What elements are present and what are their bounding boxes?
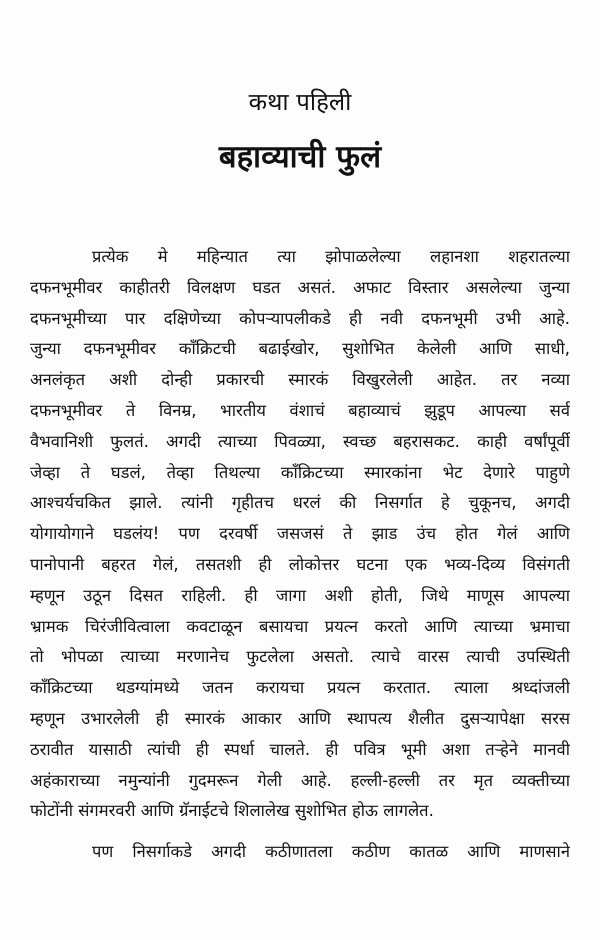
text-line: दफनभूमीच्या पार दक्षिणेच्या कोपऱ्यापलीकडे ही नवी दफनभूमी उभी आहे. <box>30 308 570 328</box>
text-line: जुन्या दफनभूमीवर काँक्रिटची बढाईखोर, सुशोभित केलेली आणि साधी, <box>30 339 570 359</box>
text-line: फोटोंनी संगमरवरी आणि ग्रॅनाईटचे शिलालेख सुशोभित होऊ लागलेत. <box>30 801 434 821</box>
text-line: काँक्रिटच्या थडग्यांमध्ये जतन करायचा प्रयत्न करतात. त्याला श्रध्दांजली <box>30 678 570 698</box>
text-line: प्रत्येक मे महिन्यात त्या झोपाळलेल्या लहानशा शहरातल्या <box>92 247 570 266</box>
paragraph-1 <box>30 242 570 827</box>
text-line: भ्रामक चिरंजीवित्वाला कवटाळून बसायचा प्रयत्न करतो आणि त्याच्या भ्रमाचा <box>30 616 570 636</box>
body-text <box>30 242 570 868</box>
chapter-title: बहाव्याची फुलं <box>218 139 382 175</box>
text-line: जेव्हा ते घडलं, तेव्हा तिथल्या काँक्रिटच्या स्मारकांना भेट देणारे पाहुणे <box>30 462 570 482</box>
text-line: पानोपानी बहरत गेलं, तसतशी ही लोकोत्तर घटना एक भव्य-दिव्य विसंगती <box>30 554 570 574</box>
text-line: ठरावीत यासाठी त्यांची ही स्पर्धा चालते. ही पवित्र भूमी अशा तऱ्हेने मानवी <box>30 739 570 759</box>
text-line: अहंकाराच्या नमुन्यांनी गुदमरून गेली आहे. हल्ली-हल्ली तर मृत व्यक्तीच्या <box>30 770 570 790</box>
text-line: अनलंकृत अशी दोन्ही प्रकारची स्मारकं विखुरलेली आहेत. तर नव्या <box>30 370 570 390</box>
text-line: तो भोपळा त्याच्या मरणानेच फुटलेला असतो. त्याचे वारस त्याची उपस्थिती <box>30 647 570 667</box>
text-line: पण निसर्गाकडे अगदी कठीणातला कठीण कातळ आणि माणसाने <box>92 842 570 862</box>
text-line: म्हणून उभारलेली ही स्मारकं आकार आणि स्थापत्य शैलीत दुसऱ्यापेक्षा सरस <box>30 708 570 728</box>
text-line: वैभवानिशी फुलतं. अगदी त्याच्या पिवळ्या, स्वच्छ बहरासकट. काही वर्षांपूर्वी <box>30 431 570 451</box>
text-line: आश्चर्यचकित झाले. त्यांनी गृहीतच धरलं की निसर्गात हे चुकूनच, अगदी <box>30 493 570 513</box>
chapter-label: कथा पहिली <box>248 88 352 116</box>
text-line: दफनभूमीवर ते विनम्र, भारतीय वंशाचं बहाव्याचं झुडूप आपल्या सर्व <box>30 400 570 420</box>
paragraph-2 <box>30 837 570 868</box>
paragraph-gap <box>30 827 570 837</box>
text-line: योगायोगाने घडलंय! पण दरवर्षी जसजसं ते झाड उंच होत गेलं आणि <box>30 524 570 544</box>
text-line: म्हणून उठून दिसत राहिली. ही जागा अशी होती, जिथे माणूस आपल्या <box>30 585 570 605</box>
text-line: दफनभूमीवर काहीतरी विलक्षण घडत असतं. अफाट विस्तार असलेल्या जुन्या <box>30 277 570 297</box>
